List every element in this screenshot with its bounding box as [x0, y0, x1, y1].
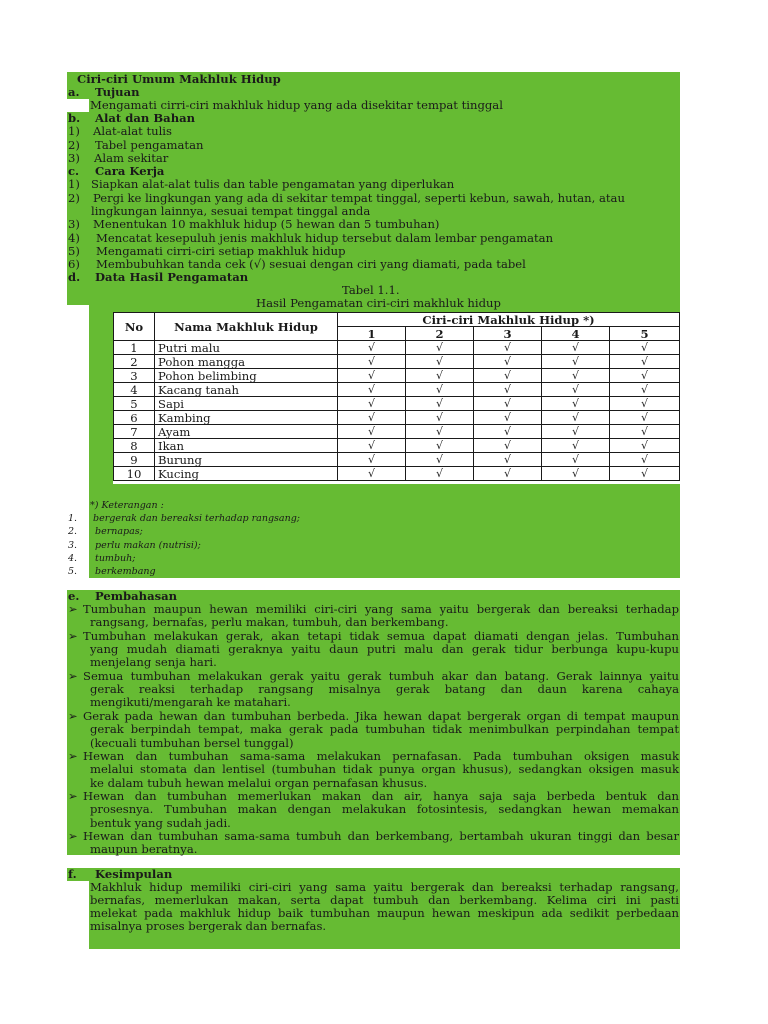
section-b-heading: Alat dan Bahan	[95, 111, 196, 125]
checkmark: √	[610, 467, 680, 481]
checkmark: √	[610, 411, 680, 425]
list-item-number: 2)	[68, 191, 80, 205]
discussion-line: menjelang senja hari.	[90, 655, 217, 670]
checkmark: √	[542, 355, 610, 369]
checkmark: √	[474, 341, 542, 355]
checkmark: √	[610, 439, 680, 453]
discussion-line: Semua tumbuhan melakukan gerak yaitu gerak tumbuh akar dan batang. Gerak lainnya yaitu	[83, 668, 679, 683]
list-item-number: 3)	[68, 217, 80, 231]
organism-name: Kacang tanah	[155, 383, 338, 397]
discussion-line: gerak reaksi terhadap rangsang misalnya gerak batang dan daun karena cahaya	[90, 682, 679, 697]
discussion-line: prosesnya. Tumbuhan makan dengan melakukan fotosintesis, sedangkan hewan memakan	[90, 802, 679, 817]
section-e-heading: Pembahasan	[95, 589, 178, 603]
column-header-traits: Ciri-ciri Makhluk Hidup *)	[338, 313, 680, 327]
checkmark: √	[338, 397, 406, 411]
checkmark: √	[406, 411, 474, 425]
trait-header: 5	[610, 327, 680, 341]
note-number: 4.	[68, 553, 78, 564]
section-a-heading: Tujuan	[95, 85, 140, 99]
row-number: 7	[114, 425, 155, 439]
page-title: Ciri-ciri Umum Makhluk Hidup	[77, 72, 281, 86]
table-row	[114, 397, 680, 411]
section-f-marker: f.	[68, 867, 77, 881]
section-a-text: Mengamati cirri-ciri makhluk hidup yang ada disekitar tempat tinggal	[90, 98, 503, 112]
conclusion-line: Makhluk hidup memiliki ciri-ciri yang sama yaitu bergerak dan bereaksi terhadap rangsang,	[90, 880, 679, 894]
checkmark: √	[474, 439, 542, 453]
highlight-block	[89, 484, 680, 498]
list-item: Siapkan alat-alat tulis dan table pengamatan yang diperlukan	[91, 177, 455, 191]
row-number: 2	[114, 355, 155, 369]
bullet-icon: ➢	[68, 788, 78, 803]
checkmark: √	[610, 425, 680, 439]
list-item: Alam sekitar	[94, 151, 169, 165]
checkmark: √	[474, 453, 542, 467]
bullet-icon: ➢	[68, 602, 78, 616]
checkmark: √	[542, 467, 610, 481]
note-number: 3.	[68, 540, 78, 551]
section-f-heading: Kesimpulan	[95, 867, 173, 881]
discussion-line: Gerak pada hewan dan tumbuhan berbeda. Jika hewan dapat bergerak organ di tempat maupun	[83, 708, 679, 723]
table-row	[114, 467, 680, 481]
list-item: Pergi ke lingkungan yang ada di sekitar tempat tinggal, seperti kebun, sawah, hutan, atau	[93, 191, 625, 205]
checkmark: √	[542, 397, 610, 411]
discussion-line: Hewan dan tumbuhan memerlukan makan dan air, hanya saja saja berbeda bentuk dan	[83, 788, 679, 803]
checkmark: √	[338, 411, 406, 425]
checkmark: √	[474, 411, 542, 425]
row-number: 5	[114, 397, 155, 411]
table-row	[114, 383, 680, 397]
discussion-line: (kecuali tumbuhan bersel tunggal)	[90, 735, 294, 750]
section-b-marker: b.	[68, 111, 81, 125]
checkmark: √	[474, 369, 542, 383]
conclusion-line: misalnya proses bergerak dan bernafas.	[90, 919, 327, 933]
trait-header: 4	[542, 327, 610, 341]
section-d-heading: Data Hasil Pengamatan	[95, 270, 249, 284]
checkmark: √	[406, 369, 474, 383]
note-number: 1.	[68, 513, 78, 524]
list-item: Tabel pengamatan	[95, 138, 204, 152]
row-number: 8	[114, 439, 155, 453]
discussion-line: gerak berpindah tempat, maka gerak pada tumbuhan tidak menimbulkan perpindahan tempat	[90, 722, 679, 737]
checkmark: √	[610, 397, 680, 411]
row-number: 4	[114, 383, 155, 397]
table-row	[114, 439, 680, 453]
organism-name: Kucing	[155, 467, 338, 481]
organism-name: Putri malu	[155, 341, 338, 355]
checkmark: √	[474, 397, 542, 411]
table-caption: Tabel 1.1.	[342, 283, 400, 297]
list-item: Alat-alat tulis	[93, 124, 172, 138]
section-e-marker: e.	[68, 589, 80, 603]
organism-name: Sapi	[155, 397, 338, 411]
list-item: Menentukan 10 makhluk hidup (5 hewan dan 5 tumbuhan)	[93, 217, 440, 231]
note-number: 2.	[68, 526, 78, 537]
list-item-number: 1)	[68, 177, 80, 191]
checkmark: √	[542, 439, 610, 453]
row-number: 3	[114, 369, 155, 383]
checkmark: √	[610, 383, 680, 397]
checkmark: √	[406, 439, 474, 453]
organism-name: Kambing	[155, 411, 338, 425]
discussion-line: Hewan dan tumbuhan sama-sama melakukan pernafasan. Pada tumbuhan oksigen masuk	[83, 748, 679, 763]
list-item-number: 2)	[68, 138, 80, 152]
note-item: berkembang	[95, 566, 156, 577]
section-c-heading: Cara Kerja	[95, 164, 165, 178]
row-number: 9	[114, 453, 155, 467]
bullet-icon: ➢	[68, 628, 78, 643]
row-number: 6	[114, 411, 155, 425]
checkmark: √	[406, 341, 474, 355]
checkmark: √	[406, 453, 474, 467]
list-item-continuation: lingkungan lainnya, sesuai tempat tinggal anda	[91, 204, 371, 218]
checkmark: √	[338, 369, 406, 383]
bullet-icon: ➢	[68, 708, 78, 723]
checkmark: √	[610, 453, 680, 467]
column-header-no: No	[114, 313, 155, 341]
checkmark: √	[542, 453, 610, 467]
checkmark: √	[338, 439, 406, 453]
highlight-block	[89, 312, 113, 484]
bullet-icon: ➢	[68, 668, 78, 683]
checkmark: √	[610, 341, 680, 355]
checkmark: √	[338, 341, 406, 355]
row-number: 1	[114, 341, 155, 355]
conclusion-line: bernafas, memerlukan makan, serta dapat tumbuh dan berkembang. Kelima ciri ini pasti	[90, 893, 679, 907]
checkmark: √	[474, 383, 542, 397]
table-row	[114, 453, 680, 467]
checkmark: √	[474, 425, 542, 439]
checkmark: √	[542, 369, 610, 383]
list-item-number: 5)	[68, 244, 80, 258]
discussion-line: bentuk yang sudah jadi.	[90, 815, 231, 830]
list-item-number: 1)	[68, 124, 80, 138]
checkmark: √	[542, 383, 610, 397]
checkmark: √	[406, 397, 474, 411]
table-row	[114, 411, 680, 425]
checkmark: √	[474, 355, 542, 369]
note-item: tumbuh;	[95, 553, 136, 564]
list-item: Membubuhkan tanda cek (√) sesuai dengan ciri yang diamati, pada tabel	[96, 257, 526, 271]
checkmark: √	[474, 467, 542, 481]
trait-header: 2	[406, 327, 474, 341]
checkmark: √	[406, 425, 474, 439]
table-caption-subtitle: Hasil Pengamatan ciri-ciri makhluk hidup	[256, 296, 501, 310]
list-item: Mencatat kesepuluh jenis makhluk hidup tersebut dalam lembar pengamatan	[96, 231, 554, 245]
table-row	[114, 369, 680, 383]
checkmark: √	[338, 355, 406, 369]
checkmark: √	[338, 383, 406, 397]
observation-table	[113, 312, 680, 481]
bullet-icon: ➢	[68, 828, 78, 843]
discussion-line: Hewan dan tumbuhan sama-sama tumbuh dan berkembang, bertambah ukuran tinggi dan besar	[83, 828, 679, 843]
organism-name: Ayam	[155, 425, 338, 439]
note-item: bernapas;	[95, 526, 143, 537]
checkmark: √	[406, 383, 474, 397]
discussion-line: mengikuti/mengarah ke matahari.	[90, 695, 291, 710]
note-item: perlu makan (nutrisi);	[95, 540, 201, 551]
discussion-line: melalui stomata dan lentisel (tumbuhan tidak punya organ khusus), sedangkan oksigen masuk	[90, 762, 679, 777]
conclusion-line: melekat pada makhluk hidup baik tumbuhan maupun hewan meskipun ada sedikit perbedaan	[90, 906, 679, 920]
checkmark: √	[338, 453, 406, 467]
checkmark: √	[406, 467, 474, 481]
table-row	[114, 341, 680, 355]
table-row	[114, 425, 680, 439]
table-row	[114, 355, 680, 369]
section-a-marker: a.	[68, 85, 80, 99]
organism-name: Burung	[155, 453, 338, 467]
highlight-block	[89, 498, 680, 578]
organism-name: Pohon mangga	[155, 355, 338, 369]
checkmark: √	[610, 355, 680, 369]
list-item-number: 3)	[68, 151, 80, 165]
checkmark: √	[542, 341, 610, 355]
discussion-line: Tumbuhan maupun hewan memiliki ciri-ciri yang sama yaitu bergerak dan bereaksi terhadap	[83, 602, 679, 616]
checkmark: √	[338, 467, 406, 481]
checkmark: √	[542, 411, 610, 425]
discussion-line: rangsang, bernafas, perlu makan, tumbuh, dan berkembang.	[90, 615, 449, 630]
list-item-number: 4)	[68, 231, 80, 245]
list-item-number: 6)	[68, 257, 80, 271]
checkmark: √	[610, 369, 680, 383]
note-number: 5.	[68, 566, 78, 577]
discussion-line: Tumbuhan melakukan gerak, akan tetapi tidak semua dapat diamati dengan jelas. Tumbuhan	[83, 628, 679, 643]
organism-name: Pohon belimbing	[155, 369, 338, 383]
checkmark: √	[338, 425, 406, 439]
trait-header: 1	[338, 327, 406, 341]
row-number: 10	[114, 467, 155, 481]
checkmark: √	[406, 355, 474, 369]
list-item: Mengamati cirri-ciri setiap makhluk hidup	[96, 244, 346, 258]
discussion-line: maupun beratnya.	[90, 842, 198, 857]
organism-name: Ikan	[155, 439, 338, 453]
column-header-name: Nama Makhluk Hidup	[155, 313, 338, 341]
section-c-marker: c.	[68, 164, 80, 178]
notes-heading: *) Keterangan :	[90, 500, 164, 511]
note-item: bergerak dan bereaksi terhadap rangsang;	[93, 513, 300, 524]
checkmark: √	[542, 425, 610, 439]
bullet-icon: ➢	[68, 748, 78, 763]
discussion-line: yang mudah diamati geraknya yaitu daun putri malu dan gerak tidur berbunga kupu-kupu	[90, 642, 679, 657]
section-d-marker: d.	[68, 270, 81, 284]
trait-header: 3	[474, 327, 542, 341]
discussion-line: ke dalam tubuh hewan melalui organ pernafasan khusus.	[90, 775, 428, 790]
